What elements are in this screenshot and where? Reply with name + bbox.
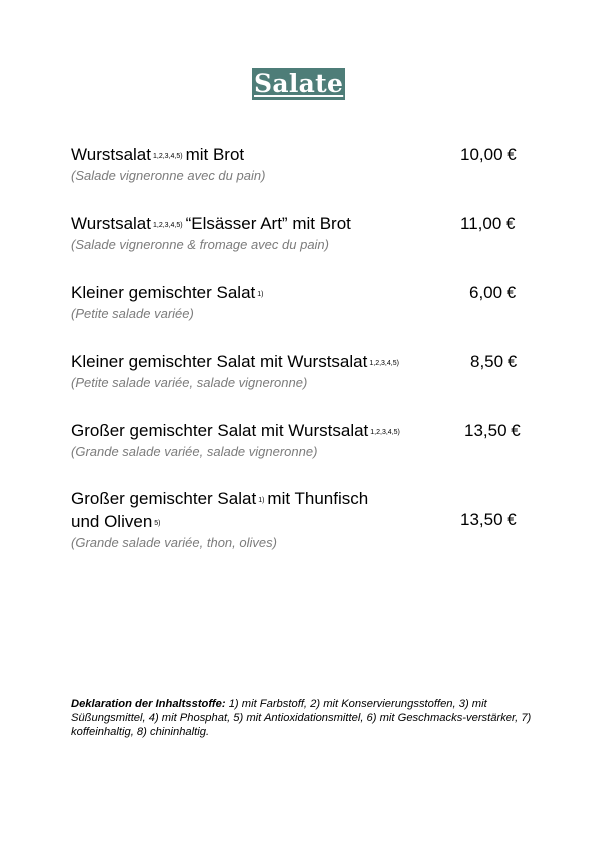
declaration-text: 1) mit Farbstoff, 2) mit Konservierungsstoffen, 3) mit Süßungsmittel, 4) mit Phosphat, 5) mit Antioxidationsmittel, 6) mit Geschmacks-verstärker, 7) koffeinhaltig, 8) chininhaltig. (71, 698, 532, 738)
item-name (71, 420, 531, 443)
item-price: 6,00 € (469, 283, 517, 302)
item-price: 10,00 € (460, 145, 517, 164)
item-name-text: Wurstsalat (71, 145, 151, 164)
item-name-text: Kleiner gemischter Salat mit Wurstsalat (71, 352, 368, 371)
item-description: (Petite salade variée, salade vigneronne) (71, 375, 308, 390)
item-name-text: Kleiner gemischter Salat (71, 283, 256, 302)
item-price: 8,50 € (470, 352, 518, 371)
item-name-text: Großer gemischter Salat (71, 489, 257, 508)
page-title: Salate (254, 69, 344, 98)
declaration-label: Deklaration der Inhaltsstoffe: (71, 698, 226, 710)
item-name (71, 282, 531, 305)
item-name-text: Wurstsalat (71, 214, 151, 233)
allergen-codes: 1) (258, 497, 265, 504)
item-price: 11,00 € (460, 214, 516, 233)
item-price: 13,50 € (464, 421, 521, 440)
item-name-text: Großer gemischter Salat mit Wurstsalat (71, 421, 369, 440)
allergen-codes: 1,2,3,4,5) (370, 429, 400, 436)
allergen-codes: 1,2,3,4,5) (153, 153, 183, 160)
item-name-text: und Oliven (71, 512, 153, 531)
item-price: 13,50 € (460, 510, 517, 529)
menu-item (71, 282, 531, 322)
item-name-suffix: mit Brot (185, 145, 245, 164)
item-description: (Petite salade variée) (71, 306, 194, 321)
item-description: (Grande salade variée, thon, olives) (71, 535, 277, 550)
item-name-suffix: “Elsässer Art” mit Brot (185, 214, 351, 233)
item-description: (Salade vigneronne avec du pain) (71, 168, 266, 183)
allergen-codes: 5) (154, 520, 161, 527)
item-name (71, 351, 531, 374)
allergen-codes: 1) (257, 291, 264, 298)
menu-item (71, 420, 531, 460)
item-name (71, 488, 531, 511)
allergen-codes: 1,2,3,4,5) (153, 222, 183, 229)
item-description: (Salade vigneronne & fromage avec du pain) (71, 237, 329, 252)
allergen-codes: 1,2,3,4,5) (369, 360, 399, 367)
item-name-suffix: mit Thunfisch (267, 489, 369, 508)
menu-item (71, 351, 531, 391)
ingredients-declaration (71, 697, 541, 739)
item-description: (Grande salade variée, salade vigneronne) (71, 444, 318, 459)
